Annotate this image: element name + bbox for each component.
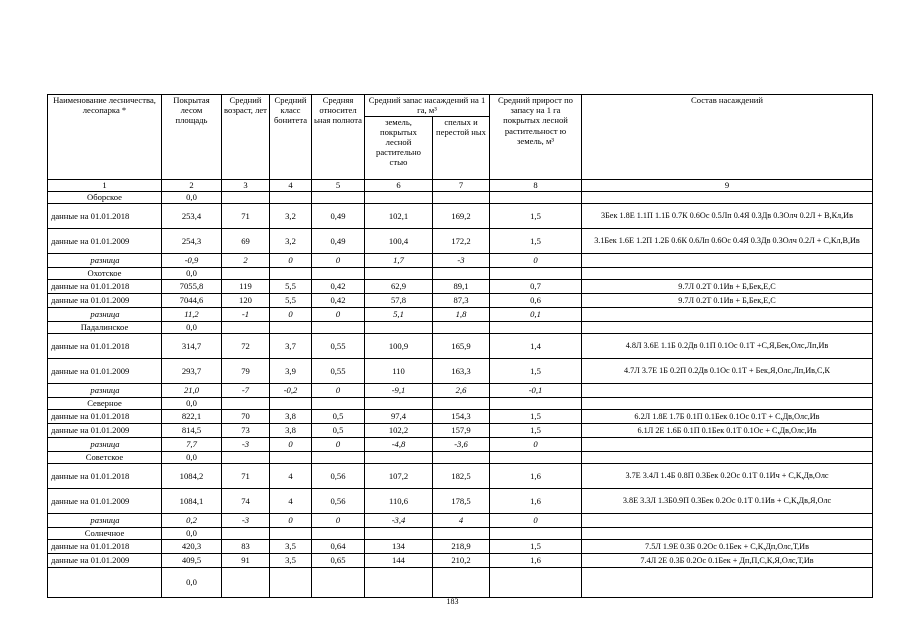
bonitet-cell: 4 bbox=[270, 489, 312, 514]
forested-area-cell: 0,0 bbox=[162, 568, 222, 598]
bonitet-cell: 3,5 bbox=[270, 540, 312, 554]
empty-cell bbox=[365, 322, 433, 334]
avg-age-cell: 83 bbox=[222, 540, 270, 554]
table-row bbox=[48, 540, 873, 554]
difference-row bbox=[48, 384, 873, 398]
empty-cell bbox=[582, 192, 873, 204]
header-stand-composition: Состав насаждений bbox=[582, 95, 873, 180]
empty-cell bbox=[433, 322, 490, 334]
bonitet-cell: 3,9 bbox=[270, 359, 312, 384]
composition-cell bbox=[582, 514, 873, 528]
empty-cell bbox=[582, 322, 873, 334]
empty-cell bbox=[222, 192, 270, 204]
bonitet-cell: 4 bbox=[270, 464, 312, 489]
forested-area-cell: 814,5 bbox=[162, 424, 222, 438]
forested-area-cell: 0,0 bbox=[162, 398, 222, 410]
empty-cell bbox=[270, 568, 312, 598]
forested-area-cell: 7,7 bbox=[162, 438, 222, 452]
stock-mature-cell: 163,3 bbox=[433, 359, 490, 384]
empty-cell bbox=[312, 268, 365, 280]
avg-age-cell: 74 bbox=[222, 489, 270, 514]
forestry-section-row bbox=[48, 192, 873, 204]
forested-area-cell: 0,0 bbox=[162, 268, 222, 280]
empty-cell bbox=[222, 398, 270, 410]
empty-cell bbox=[48, 568, 162, 598]
row-label-cell: разница bbox=[48, 308, 162, 322]
empty-cell bbox=[270, 528, 312, 540]
increment-cell: 1,5 bbox=[490, 424, 582, 438]
empty-cell bbox=[270, 398, 312, 410]
forested-area-cell: 1084,2 bbox=[162, 464, 222, 489]
table-row bbox=[48, 568, 873, 598]
forested-area-cell: 11,2 bbox=[162, 308, 222, 322]
empty-cell bbox=[582, 568, 873, 598]
density-cell: 0 bbox=[312, 254, 365, 268]
bonitet-cell: 0 bbox=[270, 254, 312, 268]
stock-forested-cell: 102,1 bbox=[365, 204, 433, 229]
stock-forested-cell: 110 bbox=[365, 359, 433, 384]
density-cell: 0 bbox=[312, 514, 365, 528]
row-label-cell: данные на 01.01.2018 bbox=[48, 204, 162, 229]
bonitet-cell: 0 bbox=[270, 308, 312, 322]
forested-area-cell: 21,0 bbox=[162, 384, 222, 398]
composition-cell: 6.2Л 1.8Е 1.7Б 0.1П 0.1Бек 0.1Ос 0.1Т + С,Дв,Олс,Ив bbox=[582, 410, 873, 424]
stock-forested-cell: -3,4 bbox=[365, 514, 433, 528]
increment-cell: 1,6 bbox=[490, 554, 582, 568]
composition-cell: 3.8Е 3.3Л 1.3Б0.9П 0.3Бек 0.2Ос 0.1Т 0.1Ив + С,К,Дв,Я,Олс bbox=[582, 489, 873, 514]
empty-cell bbox=[582, 398, 873, 410]
increment-cell: 1,5 bbox=[490, 359, 582, 384]
avg-age-cell: 71 bbox=[222, 204, 270, 229]
row-label-cell: данные на 01.01.2018 bbox=[48, 464, 162, 489]
empty-cell bbox=[312, 528, 365, 540]
empty-cell bbox=[365, 398, 433, 410]
increment-cell: 1,6 bbox=[490, 464, 582, 489]
composition-cell bbox=[582, 384, 873, 398]
row-label-cell: данные на 01.01.2018 bbox=[48, 540, 162, 554]
increment-cell: 1,5 bbox=[490, 540, 582, 554]
forested-area-cell: 420,3 bbox=[162, 540, 222, 554]
row-label-cell: данные на 01.01.2009 bbox=[48, 229, 162, 254]
empty-cell bbox=[222, 452, 270, 464]
empty-cell bbox=[433, 528, 490, 540]
stock-forested-cell: 102,2 bbox=[365, 424, 433, 438]
stock-forested-cell: -9,1 bbox=[365, 384, 433, 398]
stock-mature-cell: -3 bbox=[433, 254, 490, 268]
empty-cell bbox=[582, 268, 873, 280]
density-cell: 0,64 bbox=[312, 540, 365, 554]
increment-cell: 0 bbox=[490, 514, 582, 528]
column-number: 8 bbox=[490, 180, 582, 192]
empty-cell bbox=[490, 528, 582, 540]
increment-cell: 1,4 bbox=[490, 334, 582, 359]
stock-mature-cell: 169,2 bbox=[433, 204, 490, 229]
avg-age-cell: 2 bbox=[222, 254, 270, 268]
avg-age-cell: -1 bbox=[222, 308, 270, 322]
empty-cell bbox=[490, 322, 582, 334]
bonitet-cell: 3,8 bbox=[270, 410, 312, 424]
bonitet-cell: 3,7 bbox=[270, 334, 312, 359]
forested-area-cell: 0,0 bbox=[162, 192, 222, 204]
density-cell: 0 bbox=[312, 308, 365, 322]
density-cell: 0,55 bbox=[312, 359, 365, 384]
density-cell: 0,56 bbox=[312, 489, 365, 514]
empty-cell bbox=[312, 568, 365, 598]
forested-area-cell: 1084,1 bbox=[162, 489, 222, 514]
empty-cell bbox=[433, 192, 490, 204]
avg-age-cell: 69 bbox=[222, 229, 270, 254]
row-label-cell: данные на 01.01.2018 bbox=[48, 334, 162, 359]
stock-mature-cell: 178,5 bbox=[433, 489, 490, 514]
empty-cell bbox=[312, 398, 365, 410]
density-cell: 0 bbox=[312, 438, 365, 452]
forestry-section-row bbox=[48, 398, 873, 410]
empty-cell bbox=[365, 192, 433, 204]
column-number: 3 bbox=[222, 180, 270, 192]
empty-cell bbox=[490, 268, 582, 280]
empty-cell bbox=[490, 192, 582, 204]
density-cell: 0,42 bbox=[312, 280, 365, 294]
forested-area-cell: 0,2 bbox=[162, 514, 222, 528]
composition-cell: 9.7Л 0.2Т 0.1Ив + Б,Бек,Е,С bbox=[582, 280, 873, 294]
avg-age-cell: 71 bbox=[222, 464, 270, 489]
empty-cell bbox=[222, 528, 270, 540]
avg-age-cell: 79 bbox=[222, 359, 270, 384]
forestry-name-cell: Советское bbox=[48, 452, 162, 464]
density-cell: 0,5 bbox=[312, 424, 365, 438]
forested-area-cell: 0,0 bbox=[162, 322, 222, 334]
composition-cell: 3.1Бек 1.6Е 1.2П 1.2Б 0.6К 0.6Лп 0.6Ос 0.4Я 0.3Дв 0.3Олч 0.2Л + С,Кл,В,Ив bbox=[582, 229, 873, 254]
row-label-cell: разница bbox=[48, 384, 162, 398]
stock-mature-cell: 154,3 bbox=[433, 410, 490, 424]
table-row bbox=[48, 464, 873, 489]
column-number: 6 bbox=[365, 180, 433, 192]
empty-cell bbox=[433, 568, 490, 598]
avg-age-cell: 120 bbox=[222, 294, 270, 308]
empty-cell bbox=[270, 268, 312, 280]
composition-cell bbox=[582, 254, 873, 268]
header-stock-forested: земель, покрытых лесной растительно стью bbox=[365, 116, 433, 179]
avg-age-cell: 73 bbox=[222, 424, 270, 438]
forestry-section-row bbox=[48, 268, 873, 280]
empty-cell bbox=[365, 568, 433, 598]
empty-cell bbox=[490, 568, 582, 598]
stock-forested-cell: -4,8 bbox=[365, 438, 433, 452]
avg-age-cell: 72 bbox=[222, 334, 270, 359]
column-number: 9 bbox=[582, 180, 873, 192]
empty-cell bbox=[365, 452, 433, 464]
header-forestry-name: Наименование лесничества, лесопарка * bbox=[48, 95, 162, 180]
empty-cell bbox=[490, 398, 582, 410]
stock-mature-cell: -3,6 bbox=[433, 438, 490, 452]
forestry-section-row bbox=[48, 322, 873, 334]
bonitet-cell: 5,5 bbox=[270, 294, 312, 308]
forested-area-cell: 822,1 bbox=[162, 410, 222, 424]
table-row bbox=[48, 424, 873, 438]
row-label-cell: разница bbox=[48, 514, 162, 528]
density-cell: 0,49 bbox=[312, 204, 365, 229]
forestry-section-row bbox=[48, 452, 873, 464]
header-stock-mature: спелых и перестой ных bbox=[433, 116, 490, 179]
avg-age-cell: 70 bbox=[222, 410, 270, 424]
increment-cell: 1,5 bbox=[490, 204, 582, 229]
density-cell: 0 bbox=[312, 384, 365, 398]
forested-area-cell: 7055,8 bbox=[162, 280, 222, 294]
row-label-cell: данные на 01.01.2018 bbox=[48, 280, 162, 294]
stock-mature-cell: 87,3 bbox=[433, 294, 490, 308]
forest-stand-table bbox=[47, 94, 873, 598]
composition-cell: 7.5Л 1.9Е 0.3Б 0.2Ос 0.1Бек + С,К,Дп,Олс,Т,Ив bbox=[582, 540, 873, 554]
forested-area-cell: 253,4 bbox=[162, 204, 222, 229]
forested-area-cell: 293,7 bbox=[162, 359, 222, 384]
empty-cell bbox=[365, 268, 433, 280]
row-label-cell: данные на 01.01.2009 bbox=[48, 424, 162, 438]
avg-age-cell: 119 bbox=[222, 280, 270, 294]
stock-forested-cell: 100,9 bbox=[365, 334, 433, 359]
stock-mature-cell: 172,2 bbox=[433, 229, 490, 254]
row-label-cell: данные на 01.01.2009 bbox=[48, 294, 162, 308]
table-row bbox=[48, 229, 873, 254]
stock-mature-cell: 157,9 bbox=[433, 424, 490, 438]
header-avg-increment: Средний прирост по запасу на 1 га покрытых лесной растительност ю земель, м³ bbox=[490, 95, 582, 180]
table-row bbox=[48, 489, 873, 514]
avg-age-cell: 91 bbox=[222, 554, 270, 568]
empty-cell bbox=[490, 452, 582, 464]
forestry-name-cell: Оборское bbox=[48, 192, 162, 204]
forested-area-cell: 0,0 bbox=[162, 528, 222, 540]
stock-forested-cell: 97,4 bbox=[365, 410, 433, 424]
increment-cell: -0,1 bbox=[490, 384, 582, 398]
forested-area-cell: 7044,6 bbox=[162, 294, 222, 308]
difference-row bbox=[48, 254, 873, 268]
increment-cell: 0 bbox=[490, 438, 582, 452]
stock-forested-cell: 134 bbox=[365, 540, 433, 554]
empty-cell bbox=[365, 528, 433, 540]
avg-age-cell: -7 bbox=[222, 384, 270, 398]
bonitet-cell: -0,2 bbox=[270, 384, 312, 398]
increment-cell: 1,6 bbox=[490, 489, 582, 514]
empty-cell bbox=[312, 452, 365, 464]
column-number: 7 bbox=[433, 180, 490, 192]
increment-cell: 1,5 bbox=[490, 410, 582, 424]
bonitet-cell: 3,2 bbox=[270, 204, 312, 229]
empty-cell bbox=[270, 192, 312, 204]
increment-cell: 1,5 bbox=[490, 229, 582, 254]
forested-area-cell: -0,9 bbox=[162, 254, 222, 268]
increment-cell: 0,6 bbox=[490, 294, 582, 308]
increment-cell: 0,7 bbox=[490, 280, 582, 294]
avg-age-cell: -3 bbox=[222, 438, 270, 452]
density-cell: 0,42 bbox=[312, 294, 365, 308]
stock-mature-cell: 2,6 bbox=[433, 384, 490, 398]
stock-mature-cell: 218,9 bbox=[433, 540, 490, 554]
column-number: 2 bbox=[162, 180, 222, 192]
table-row bbox=[48, 359, 873, 384]
empty-cell bbox=[433, 398, 490, 410]
column-number: 4 bbox=[270, 180, 312, 192]
header-bonitet-class: Средний класс бонитета bbox=[270, 95, 312, 180]
bonitet-cell: 5,5 bbox=[270, 280, 312, 294]
empty-cell bbox=[433, 268, 490, 280]
bonitet-cell: 3,5 bbox=[270, 554, 312, 568]
forestry-name-cell: Солнечное bbox=[48, 528, 162, 540]
header-avg-stock-group bbox=[365, 95, 490, 117]
density-cell: 0,5 bbox=[312, 410, 365, 424]
stock-forested-cell: 107,2 bbox=[365, 464, 433, 489]
empty-cell bbox=[433, 452, 490, 464]
row-label-cell: данные на 01.01.2018 bbox=[48, 410, 162, 424]
forestry-name-cell: Охотское bbox=[48, 268, 162, 280]
stock-mature-cell: 210,2 bbox=[433, 554, 490, 568]
forestry-name-cell: Северное bbox=[48, 398, 162, 410]
empty-cell bbox=[270, 452, 312, 464]
composition-cell bbox=[582, 308, 873, 322]
stock-mature-cell: 1,8 bbox=[433, 308, 490, 322]
empty-cell bbox=[582, 528, 873, 540]
stock-forested-cell: 100,4 bbox=[365, 229, 433, 254]
table-row bbox=[48, 294, 873, 308]
stock-forested-cell: 5,1 bbox=[365, 308, 433, 322]
bonitet-cell: 3,2 bbox=[270, 229, 312, 254]
header-avg-stock-label: Средний запас насаждений на 1 га, м³ bbox=[368, 95, 486, 116]
column-number: 1 bbox=[48, 180, 162, 192]
empty-cell bbox=[270, 322, 312, 334]
density-cell: 0,49 bbox=[312, 229, 365, 254]
empty-cell bbox=[312, 322, 365, 334]
stock-mature-cell: 89,1 bbox=[433, 280, 490, 294]
stock-forested-cell: 57,8 bbox=[365, 294, 433, 308]
stock-forested-cell: 62,9 bbox=[365, 280, 433, 294]
composition-cell: 7.4Л 2Е 0.3Б 0.2Ос 0.1Бек + Дп,П,С,К,Я,Олс,Т,Ив bbox=[582, 554, 873, 568]
empty-cell bbox=[582, 452, 873, 464]
row-label-cell: данные на 01.01.2009 bbox=[48, 489, 162, 514]
empty-cell bbox=[222, 268, 270, 280]
stock-forested-cell: 110,6 bbox=[365, 489, 433, 514]
density-cell: 0,56 bbox=[312, 464, 365, 489]
header-relative-density: Средняя относител ьная полнота bbox=[312, 95, 365, 180]
composition-cell: 9.7Л 0.2Т 0.1Ив + Б,Бек,Е,С bbox=[582, 294, 873, 308]
table-row bbox=[48, 334, 873, 359]
row-label-cell: разница bbox=[48, 438, 162, 452]
page-number: 183 bbox=[446, 597, 459, 606]
row-label-cell: данные на 01.01.2009 bbox=[48, 359, 162, 384]
increment-cell: 0,1 bbox=[490, 308, 582, 322]
stock-forested-cell: 1,7 bbox=[365, 254, 433, 268]
forested-area-cell: 409,5 bbox=[162, 554, 222, 568]
difference-row bbox=[48, 514, 873, 528]
forested-area-cell: 314,7 bbox=[162, 334, 222, 359]
header-forested-area: Покрытая лесом площадь bbox=[162, 95, 222, 180]
composition-cell: 4.7Л 3.7Е 1Б 0.2П 0.2Дв 0.1Ос 0.1Т + Бек,Я,Олс,Лп,Ив,С,К bbox=[582, 359, 873, 384]
header-avg-age: Средний возраст, лет bbox=[222, 95, 270, 180]
row-label-cell: данные на 01.01.2009 bbox=[48, 554, 162, 568]
avg-age-cell: -3 bbox=[222, 514, 270, 528]
composition-cell bbox=[582, 438, 873, 452]
composition-cell: 6.1Л 2Е 1.6Б 0.1П 0.1Бек 0.1Т 0.1Ос + С,Дв,Олс,Ив bbox=[582, 424, 873, 438]
column-number-row bbox=[48, 180, 873, 192]
bonitet-cell: 0 bbox=[270, 438, 312, 452]
bonitet-cell: 0 bbox=[270, 514, 312, 528]
table-row bbox=[48, 410, 873, 424]
forestry-section-row bbox=[48, 528, 873, 540]
stock-mature-cell: 165,9 bbox=[433, 334, 490, 359]
density-cell: 0,65 bbox=[312, 554, 365, 568]
density-cell: 0,55 bbox=[312, 334, 365, 359]
empty-cell bbox=[312, 192, 365, 204]
column-number: 5 bbox=[312, 180, 365, 192]
stock-mature-cell: 182,5 bbox=[433, 464, 490, 489]
forested-area-cell: 0,0 bbox=[162, 452, 222, 464]
increment-cell: 0 bbox=[490, 254, 582, 268]
stock-mature-cell: 4 bbox=[433, 514, 490, 528]
difference-row bbox=[48, 308, 873, 322]
forestry-name-cell: Падалинское bbox=[48, 322, 162, 334]
forested-area-cell: 254,3 bbox=[162, 229, 222, 254]
table-row bbox=[48, 204, 873, 229]
bonitet-cell: 3,8 bbox=[270, 424, 312, 438]
empty-cell bbox=[222, 568, 270, 598]
composition-cell: 4.8Л 3.6Е 1.1Б 0.2Дв 0.1П 0.1Ос 0.1Т +С,Я,Бек,Олс,Лп,Ив bbox=[582, 334, 873, 359]
table-row bbox=[48, 554, 873, 568]
row-label-cell: разница bbox=[48, 254, 162, 268]
header-row bbox=[48, 95, 873, 117]
composition-cell: 3Бек 1.8Е 1.1П 1.1Б 0.7К 0.6Ос 0.5Лп 0.4Я 0.3Дв 0.3Олч 0.2Л + В,Кл,Ив bbox=[582, 204, 873, 229]
empty-cell bbox=[222, 322, 270, 334]
stock-forested-cell: 144 bbox=[365, 554, 433, 568]
table-row bbox=[48, 280, 873, 294]
difference-row bbox=[48, 438, 873, 452]
composition-cell: 3.7Е 3.4Л 1.4Б 0.8П 0.3Бек 0.2Ос 0.1Т 0.1Ич + С,К,Дв,Олс bbox=[582, 464, 873, 489]
